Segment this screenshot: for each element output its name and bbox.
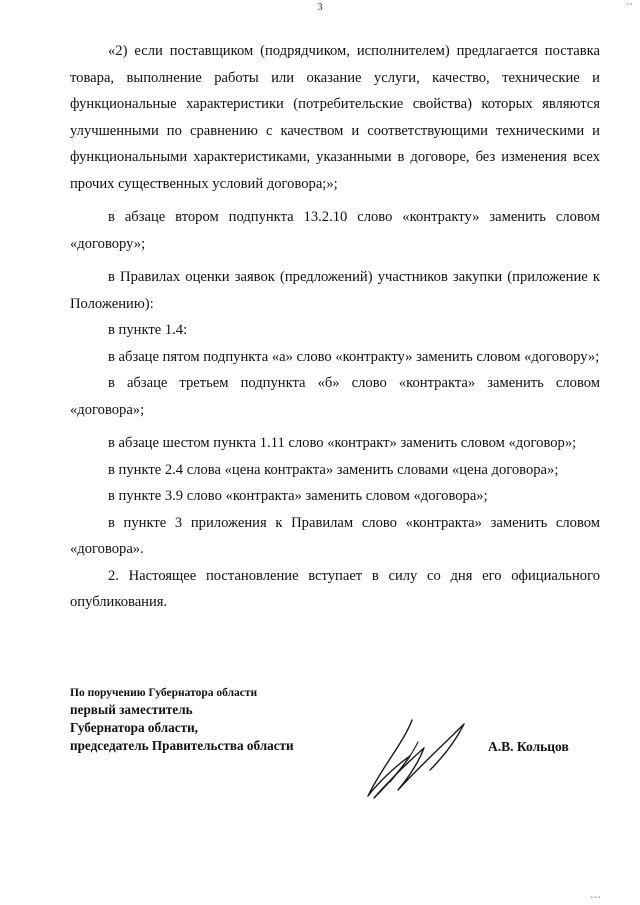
signature-line-3: Губернатора области, [70,720,198,735]
signature-line-1: По поручению Губернатора области [70,687,258,699]
signature-line-4: председатель Правительства области [70,738,294,753]
signature-line-2: первый заместитель [70,702,193,717]
paragraph: в пункте 1.4: [108,322,188,338]
paragraph: 2. Настоящее постановление вступает в силу со дня его официального опубликования. [70,567,600,610]
paragraph: в пункте 2.4 слова «цена контракта» заменить словами «цена договора»; [108,461,559,478]
paragraph: в абзаце третьем подпункта «б» слово «контракта» заменить словом «договора»; [70,375,600,418]
paragraph: в абзаце втором подпункта 13.2.10 слово «контракту» заменить словом «договору»; [70,209,600,252]
paragraph: в пункте 3 приложения к Правилам слово «контракта» заменить словом «договора». [70,514,600,557]
page-number: 3 [317,2,323,13]
scan-mark: ▪ ▪ [626,2,632,8]
paragraph: в Правилах оценки заявок (предложений) участников закупки (приложение к Положению): [70,269,600,312]
document-body [70,38,600,616]
handwritten-signature [360,712,480,802]
paragraph: «2) если поставщиком (подрядчиком, исполнителем) предлагается поставка товара, выполнение работы или оказание услуги, качество, технические и функциональные характеристики (потребительские свойства) которых являются улучшенными по сравнению с качеством и соответствующими техническими и функциональными характеристиками, указанными в договоре, без изменения всех прочих существенных условий договора;»; [70,43,600,192]
paragraph: в абзаце пятом подпункта «а» слово «контракту» заменить словом «договору»; [108,348,600,365]
signatory-name: А.В. Кольцов [488,739,569,754]
signature-block [70,685,294,755]
paragraph: в абзаце шестом пункта 1.11 слово «контракт» заменить словом «договор»; [108,435,577,451]
scan-mark: ▪ ▪ ▪ [590,895,600,901]
paragraph: в пункте 3.9 слово «контракта» заменить словом «договора»; [108,488,488,504]
